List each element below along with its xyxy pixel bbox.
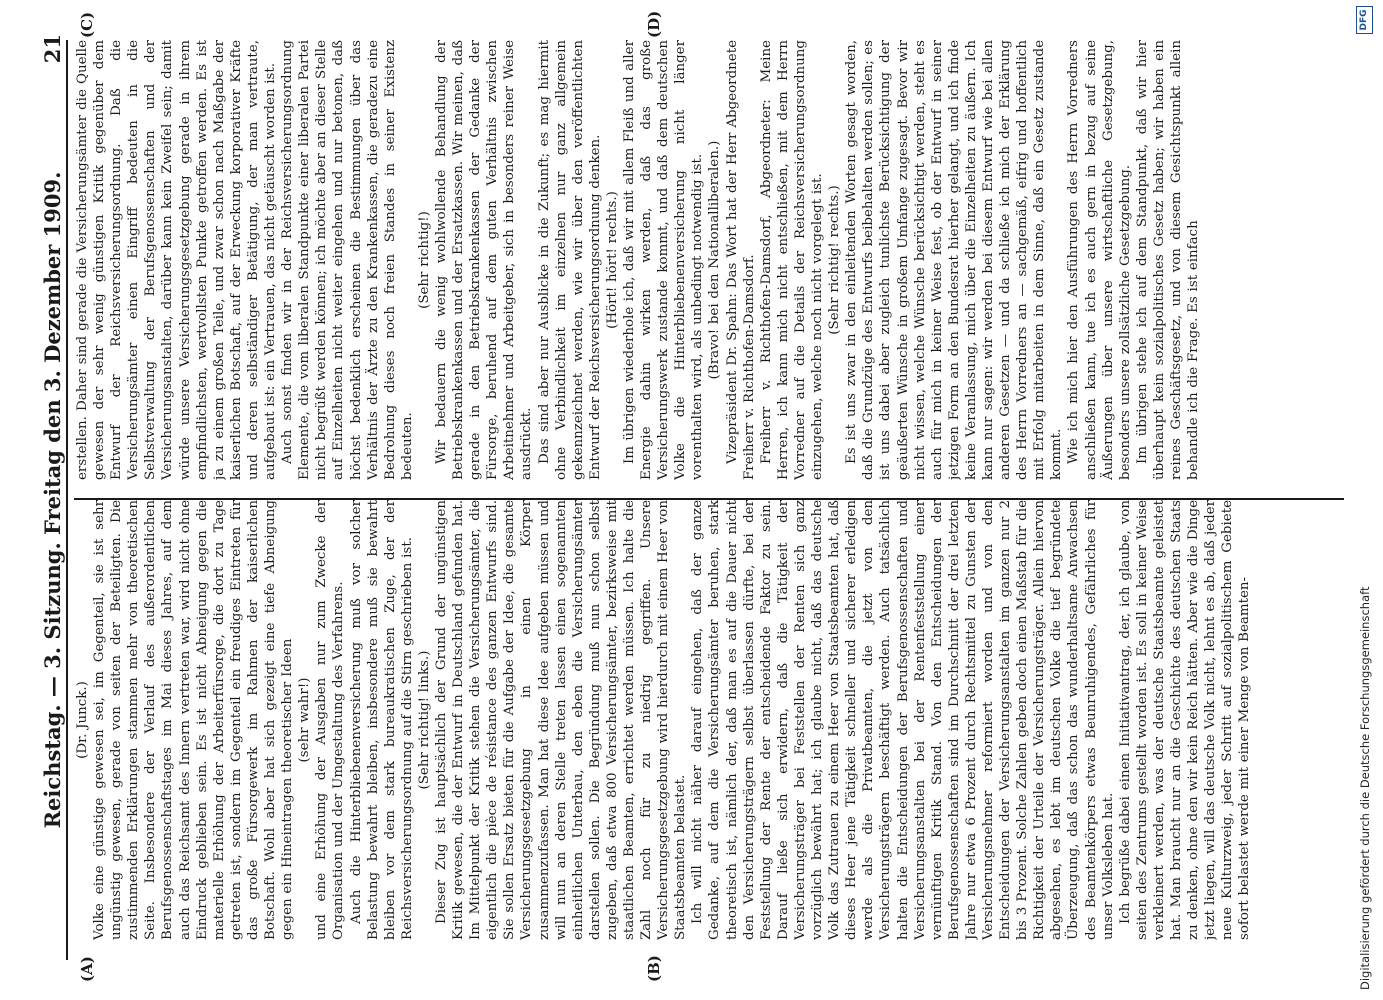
- paragraph: Im übrigen wiederhole ich, daß wir mit allem Fleiß und aller Energie dahin wirken werden, daß das große Versicherungswerk zustande kommt, und daß dem deutschen Volke die Hinterbliebenenversicherung nicht länger vorenthalten wird, als unbedingt notwendig ist.: [622, 40, 706, 480]
- margin-mark-d: (D): [645, 10, 663, 38]
- interjection: (sehr wahr!): [297, 677, 313, 763]
- paragraph: Freiherr v. Richthofen-Damsdorf, Abgeordneter: Meine Herren, ich kann mich nicht entschließen, mit dem Herrn Vorredner auf die Details der Reichsversicherungsordnung einzugehen, welche noch nicht vorgelegt ist.: [758, 40, 826, 480]
- interjection: (Sehr richtig!): [416, 211, 432, 309]
- margin-mark-c: (C): [78, 11, 96, 38]
- paragraph: Auch sonst finden wir in der Reichsversicherungsordnung Elemente, die vom liberalen Standpunkte einer liberalen Partei nicht begrüßt werden können; ich möchte aber an dieser Stelle auf Einzelheiten nicht weiter eingehen und nur betonen, daß höchst bedenklich erscheinen die Bestimmungen über das Verhältnis der Ärzte zu den Krankenkassen, die geradezu eine Bedrohung dieses noch freien Standes in seiner Existenz bedeuten.: [280, 40, 415, 480]
- paragraph: und eine Erhöhung der Ausgaben nur zum Zwecke der Organisation und der Umgestaltung des Verfahrens.: [314, 500, 347, 940]
- interjection: (Hört! hört! rechts.): [604, 191, 620, 329]
- footer: [1352, 0, 1378, 1000]
- right-column: [74, 40, 1344, 480]
- interjection: (Bravo! bei den Nationalliberalen.): [707, 140, 723, 380]
- paragraph: Es ist uns zwar in den einleitenden Worten gesagt worden, daß die Grundzüge des Entwurfs beibehalten werden sollen; es ist uns dabei aber zugleich tunlichste Berücksichtigung der geäußerten Wünsche in großem Umfange zugesagt. Bevor wir nicht wissen, welche Wünsche berücksichtigt werden, steht es auch für mich in keiner Weise fest, ob der Entwurf in seiner jetzigen Form an den Bundesrat hierher gelangt, und ich finde keine Veranlassung, mich über die Einzelheiten zu äußern. Ich kann nur sagen: wir werden bei diesem Entwurf wie bei allen anderen Gesetzen — und da schließe ich mich der Erklärung des Herrn Vorredners an — sachgemäß, eifrig und hoffentlich mit Erfolg mitarbeiten in dem Sinne, daß ein Gesetz zustande kommt.: [844, 40, 1065, 480]
- paragraph: Dieser Zug ist hauptsächlich der Grund der ungünstigen Kritik gewesen, die der Entwurf in Deutschland gefunden hat. Im Mittelpunkt der Kritik stehen die Versicherungsämter, die eigentlich die pièce de résistance des ganzen Entwurfs sind. Sie sollen Ersatz bieten für die Aufgabe der Idee, die gesamte Versicherungsgesetzgebung in einen Körper zusammenzufassen. Man hat diese Idee aufgeben müssen und will nun an deren Stelle treten lassen einen sogenannten einheitlichen Unterbau, den eben die Versicherungsämter darstellen sollen. Die Begründung muß nun schon selbst zugeben, daß etwa 800 Versicherungsämter, bezirksweise mit staatlichen Beamten, errichtet werden müssen. Ich halte die Zahl noch für zu niedrig gegriffen. Unsere Versicherungsgesetzgebung wird hierdurch mit einem Heer von Staatsbeamten belastet.: [433, 500, 689, 940]
- dfg-logo: DFG: [1356, 6, 1373, 34]
- interjection: (Sehr richtig! rechts.): [827, 185, 843, 335]
- paragraph: Vizepräsident Dr. Spahn: Das Wort hat der Herr Abgeordnete Freiherr v. Richthofen-Damsdorf.: [724, 40, 757, 480]
- paragraph: Im übrigen stehe ich auf dem Standpunkt, daß wir hier überhaupt kein sozialpolitisches Gesetz haben; wir haben ein reines Geschäftsgesetz, und von diesem Gesichtspunkt allein behandle ich die Frage. Es ist einfach: [1134, 40, 1202, 480]
- paragraph: Ich begrüße dabei einen Initiativantrag, der, ich glaube, von seiten des Zentrums gestellt worden ist. Es soll in keiner Weise verkleinert werden, was der deutsche Staatsbeamte geleistet hat. Man braucht nur an die Geschichte des deutschen Staats zu denken, ohne den wir kein Reich hätten. Aber wie die Dinge jetzt liegen, will das deutsche Volk nicht, lehnt es ab, daß jeder neue Kulturzweig, jeder Schritt auf sozialpolitischem Gebiete sofort belastet werde mit einer Menge von Beamten-: [1117, 500, 1253, 940]
- paragraph: Wie ich mich hier den Ausführungen des Herrn Vorredners anschließen kann, tue ich es auch gern in bezug auf seine Äußerungen über unsere wirtschaftliche Gesetzgebung, besonders unsere zollsätzliche Gesetzgebung.: [1066, 40, 1133, 480]
- paragraph: Wir bedauern die wenig wohlwollende Behandlung der Betriebskrankenkassen und der Ersatzkassen. Wir meinen, daß gerade in den Betriebskrankenkassen der Gedanke der Fürsorge, beruhend auf dem guten Verhältnis zwischen Arbeitnehmer und Arbeitgeber, sich in besonders reiner Weise ausdrückt.: [433, 40, 535, 480]
- interjection: (Sehr richtig! links.): [416, 650, 432, 790]
- digitization-credit: Digitalisierung gefördert durch die Deutsche Forschungsgemeinschaft: [1358, 586, 1372, 990]
- margin-mark-a: (A): [78, 956, 96, 982]
- speaker-note: (Dr. Junck.): [75, 681, 90, 759]
- margin-mark-b: (B): [645, 955, 663, 982]
- paragraph: Auch die Hinterbliebenenversicherung muß vor solcher Belastung bewahrt bleiben, insbesondere muß sie bewahrt bleiben vor dem stark bureaukratischen Zuge, der der Reichsversicherungsordnung auf die Stirn geschrieben ist.: [348, 500, 415, 940]
- paragraph: erstellen. Daher sind gerade die Versicherungsämter die Quelle gewesen der sehr wenig günstigen Kritik gegenüber dem Entwurf der Reichsversicherungsordnung. Daß die Versicherungsämter einen Eingriff bedeuten in die Selbstverwaltung der Berufsgenossenschaften und der Versicherungsanstalten, darüber kann kein Zweifel sein; damit würde unsere Versicherungsgesetzgebung gerade in ihrem empfindlichsten, wertvollsten Punkte getroffen werden. Es ist ja zu einem großen Teile, und zwar schon nach Maßgabe der kaiserlichen Botschaft, auf der Erweckung korporativer Kräfte und deren selbständiger Betätigung, der man vertraute, aufgebaut ist: ein Vertrauen, das nicht getäuscht worden ist.: [75, 40, 279, 480]
- paragraph: Das sind aber nur Ausblicke in die Zukunft; es mag hiermit ohne Verbindlichkeit im einzelnen nur ganz allgemein gekennzeichnet werden, wie wir über den veröffentlichten Entwurf der Reichsversicherungsordnung denken.: [536, 40, 603, 480]
- left-column: [74, 500, 1344, 940]
- header-title: Reichstag. — 3. Sitzung. Freitag den 3. Dezember 1909.: [40, 171, 65, 829]
- header-rule: [66, 40, 68, 960]
- page-number: 21: [40, 34, 65, 64]
- column-divider: [74, 499, 1344, 501]
- paragraph: Volke eine günstige gewesen sei, im Gegenteil, sie ist sehr ungünstig gewesen, gerade von seiten der Beteiligten. Die zustimmenden Erklärungen stammen mehr von theoretischen Seite. Insbesondere der Verlauf des außerordentlichen Berufsgenossenschaftstages im Mai dieses Jahres, auf dem auch das Reichsamt des Innern vertreten war, wird nicht ohne Eindruck geblieben sein. Es ist nicht Abneigung gegen die materielle Erhöhung der Arbeiterfürsorge, die dort zu Tage getreten ist, sondern im Gegenteil ein freudiges Eintreten für das große Fürsorgewerk im Rahmen der kaiserlichen Botschaft. Wohl aber hat sich gezeigt eine tiefe Abneigung gegen ein Hineintragen theoretischer Ideen: [92, 500, 296, 940]
- paragraph: Ich will nicht näher darauf eingehen, daß der ganze Gedanke, auf dem die Versicherungsämter beruhen, stark theoretisch ist, nämlich der, daß man es auf die Dauer nicht den Versicherungsträgern selbst überlassen dürfte, bei der Feststellung der Rente der entscheidende Faktor zu sein. Darauf ließe sich erwidern, daß die Tätigkeit der Versicherungsträger bei Feststellen der Renten sich ganz vorzüglich bewährt hat; ich glaube nicht, daß das deutsche Volk das Zutrauen zu einem Heer von Staatsbeamten hat, daß dieses Heer jene Tätigkeit schneller und sicherer erledigen werde als die Privatbeamten, die jetzt von den Versicherungsträgern beschäftigt werden. Auch tatsächlich halten die Entscheidungen der Berufsgenossenschaften und Versicherungsanstalten bei der Rentenfeststellung einer vernünftigen Kritik Stand. Von den Entscheidungen der Berufsgenossenschaften sind im Durchschnitt der drei letzten Jahre nur etwa 6 Prozent durch Rechtsmittel zu Gunsten der Versicherungsnehmer reformiert worden und von den Entscheidungen der Versicherungsanstalten im ganzen nur 2 bis 3 Prozent. Solche Zahlen geben doch einen Maßstab für die Richtigkeit der Urteile der Versicherungsträger. Allein hiervon abgesehen, es lebt im deutschen Volke die tief begründete Überzeugung, daß das schon das wunderhaltsame Anwachsen des Beamtenkörpers etwas Beunruhigendes, Gefährliches für unser Volksleben hat.: [690, 500, 1116, 940]
